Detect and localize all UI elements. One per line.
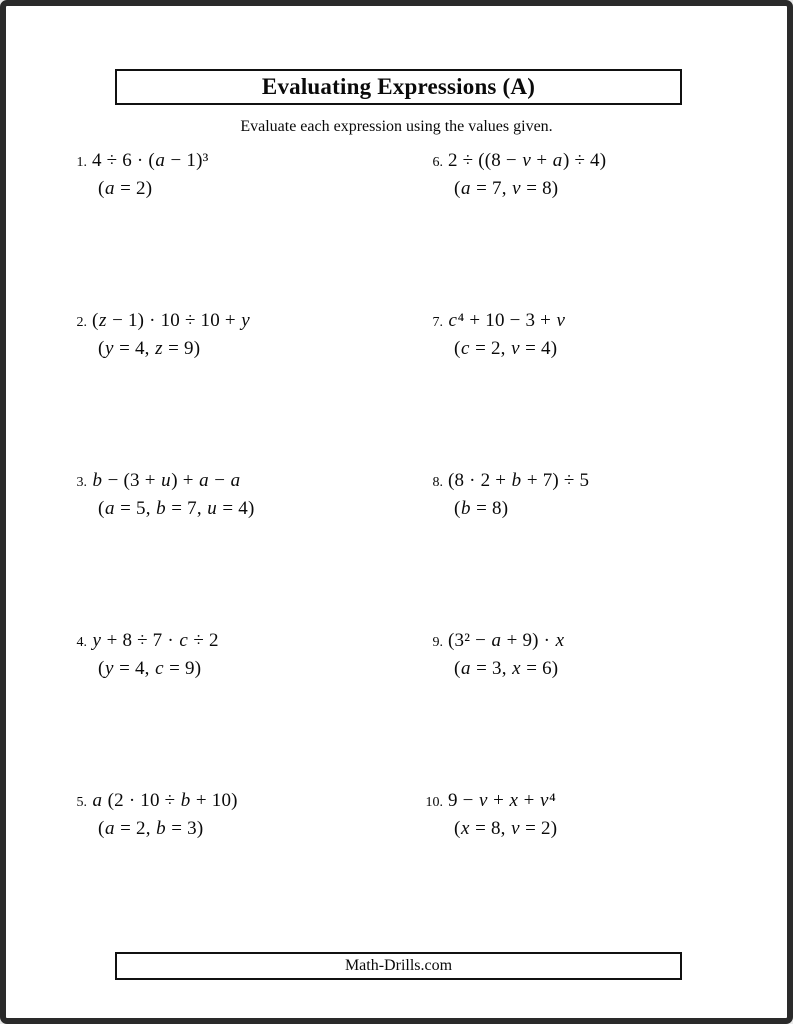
problem-number: 7. xyxy=(432,315,443,330)
problem-4 xyxy=(62,628,418,788)
problem-values: (a = 2, b = 3) xyxy=(98,818,204,839)
problem-values: (c = 2, v = 4) xyxy=(454,338,558,359)
problem-number: 2. xyxy=(76,315,87,330)
problem-values: (a = 5, b = 7, u = 4) xyxy=(98,498,255,519)
problem-6 xyxy=(418,148,774,308)
problem-7 xyxy=(418,308,774,468)
problem-number: 5. xyxy=(76,795,87,810)
problem-10 xyxy=(418,788,774,948)
problem-expression: 4 ÷ 6 · (a − 1)³ xyxy=(92,150,209,171)
problem-expression: 9 − v + x + v⁴ xyxy=(448,790,556,811)
problem-5 xyxy=(62,788,418,948)
problem-expression: 2 ÷ ((8 − v + a) ÷ 4) xyxy=(448,150,607,171)
problem-9 xyxy=(418,628,774,788)
problem-expression: a (2 · 10 ÷ b + 10) xyxy=(92,790,238,811)
title-box xyxy=(115,69,682,105)
problem-values: (y = 4, c = 9) xyxy=(98,658,202,679)
footer-text: Math-Drills.com xyxy=(344,957,453,974)
footer-box xyxy=(115,952,682,980)
problem-8 xyxy=(418,468,774,628)
problem-values: (y = 4, z = 9) xyxy=(98,338,201,359)
problem-expression: (z − 1) · 10 ÷ 10 + y xyxy=(92,310,250,331)
problem-values: (x = 8, v = 2) xyxy=(454,818,558,839)
problems-grid xyxy=(62,148,774,948)
instructions-text: Evaluate each expression using the values given. xyxy=(240,118,553,135)
problem-values: (b = 8) xyxy=(454,498,509,519)
problem-number: 10. xyxy=(425,795,443,810)
problem-3 xyxy=(62,468,418,628)
problem-number: 1. xyxy=(76,155,87,170)
worksheet-title: Evaluating Expressions (A) xyxy=(261,74,536,99)
problem-number: 4. xyxy=(76,635,87,650)
problem-expression: y + 8 ÷ 7 · c ÷ 2 xyxy=(92,630,219,651)
problem-number: 3. xyxy=(76,475,87,490)
problem-number: 9. xyxy=(432,635,443,650)
problem-values: (a = 3, x = 6) xyxy=(454,658,559,679)
problem-values: (a = 2) xyxy=(98,178,153,199)
problem-values: (a = 7, v = 8) xyxy=(454,178,559,199)
problem-1 xyxy=(62,148,418,308)
problem-expression: (8 · 2 + b + 7) ÷ 5 xyxy=(448,470,590,491)
problem-number: 6. xyxy=(432,155,443,170)
problem-expression: b − (3 + u) + a − a xyxy=(92,470,241,491)
problem-number: 8. xyxy=(432,475,443,490)
problem-expression: c⁴ + 10 − 3 + v xyxy=(448,310,566,331)
problem-expression: (3² − a + 9) · x xyxy=(448,630,565,651)
problem-2 xyxy=(62,308,418,468)
